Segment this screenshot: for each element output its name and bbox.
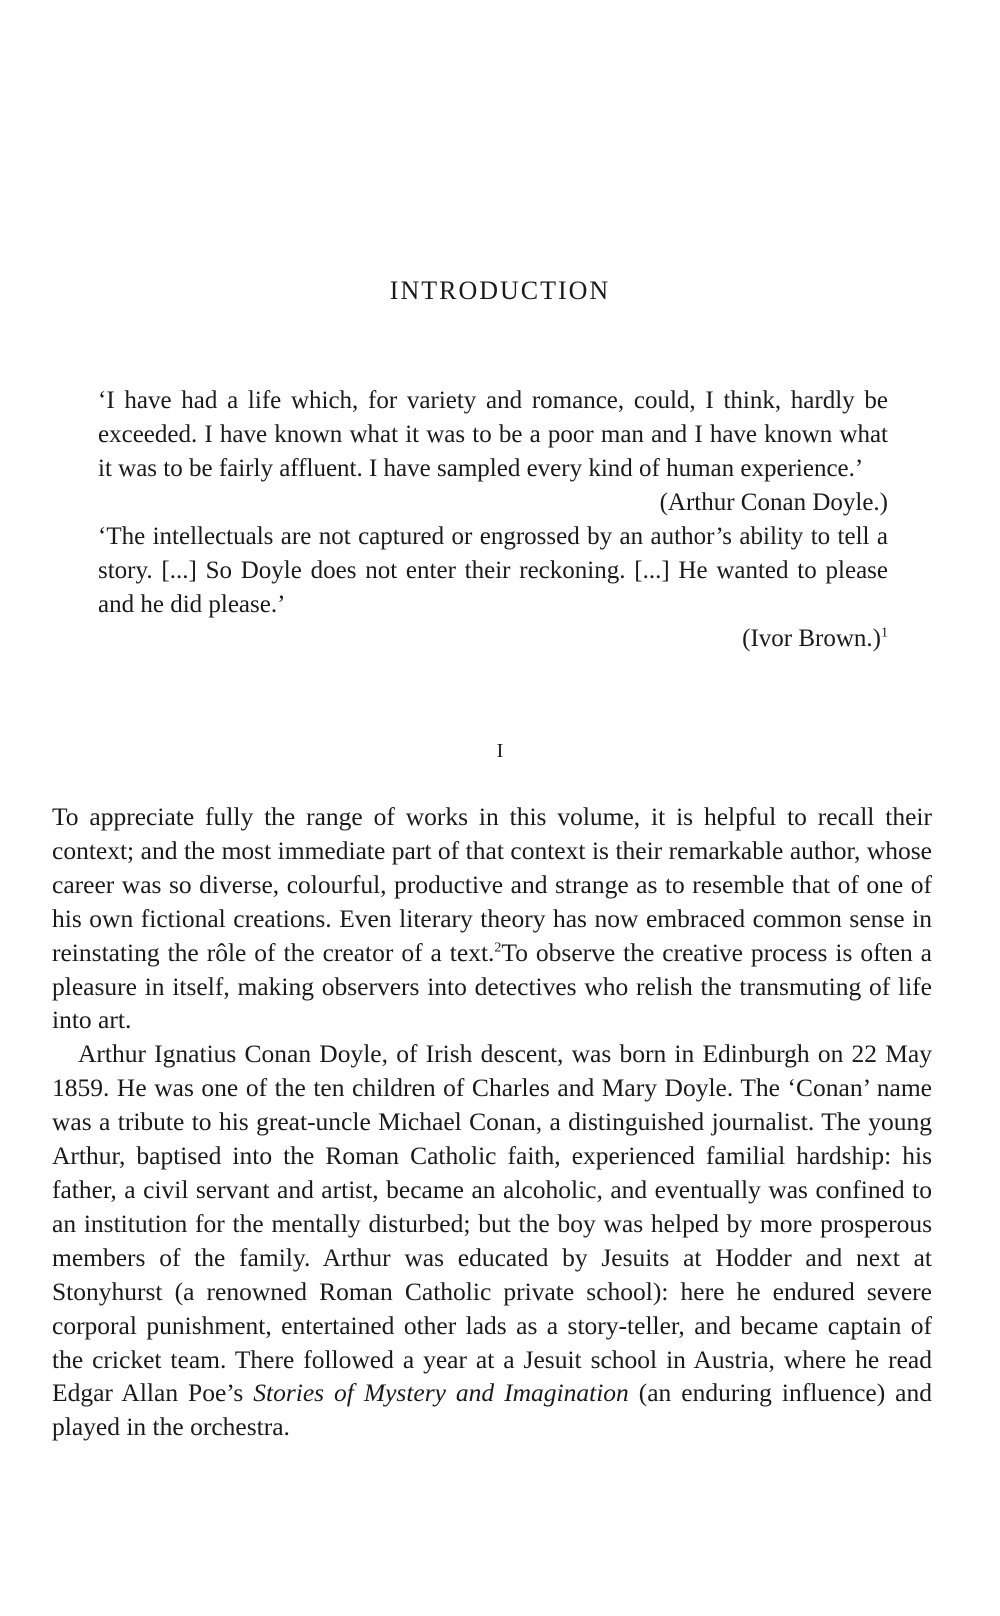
- paragraph-2-part-1: Arthur Ignatius Conan Doyle, of Irish descent, was born in Edinburgh on 22 May 1859. He was one of the ten children of Charles and Mary Doyle. The ‘Conan’ name was a tribute to his great-uncle Michael Conan, a distinguished journalist. The young Arthur, baptised into the Roman Catholic faith, experienced familial hardship: his father, a civil servant and artist, became an alcoholic, and eventually was confined to an institution for the mentally disturbed; but the boy was helped by more prosperous members of the family. Arthur was educated by Jesuits at Hodder and next at Stonyhurst (a renowned Roman Catholic private school): here he endured severe corporal punishment, entertained other lads as a story-teller, and became captain of the cricket team. There followed a year at a Jesuit school in Austria, where he read Edgar Allan Poe’s: [52, 1039, 932, 1408]
- body-text: [52, 800, 932, 1444]
- paragraph-1-part-2: To observe the creative process is often a pleasure in itself, making observers into detectives who relish the transmuting of life into art.: [52, 937, 932, 1035]
- footnote-marker-1: 1: [881, 625, 888, 641]
- paragraph-2: [52, 1037, 932, 1444]
- paragraph-1-part-1: To appreciate fully the range of works in this volume, it is helpful to recall their context; and the most immediate part of that context is their remarkable author, whose career was so diverse, colourful, productive and strange as to resemble that of one of his own fictional creations. Even literary theory has now embraced common sense in reinstating the rôle of the creator of a text.: [52, 802, 932, 967]
- book-title-italic: Stories of Mystery and Imagination: [253, 1378, 629, 1408]
- epigraph-block: [98, 384, 888, 656]
- paragraph-1: [52, 800, 932, 1037]
- footnote-marker-2: 2: [494, 940, 502, 956]
- epigraph-attribution-brown-line: [98, 622, 888, 656]
- epigraph-quote-doyle: ‘I have had a life which, for variety and romance, could, I think, hardly be exceeded. I have known what it was to be a poor man and I have known what it was to be fairly affluent. I have sampled every kind of human experience.’: [98, 387, 888, 482]
- chapter-heading: INTRODUCTION: [389, 276, 611, 305]
- epigraph-attribution-doyle: (Arthur Conan Doyle.): [659, 489, 888, 516]
- section-number: I: [496, 740, 504, 762]
- paragraph-2-part-2: (an enduring influence) and played in the orchestra.: [52, 1378, 932, 1442]
- epigraph-quote-brown: ‘The intellectuals are not captured or engrossed by an author’s ability to tell a story. [...] So Doyle does not enter their reckoning. [...] He wanted to please and he did please.’: [98, 523, 888, 618]
- epigraph-attribution-brown: (Ivor Brown.): [742, 625, 881, 652]
